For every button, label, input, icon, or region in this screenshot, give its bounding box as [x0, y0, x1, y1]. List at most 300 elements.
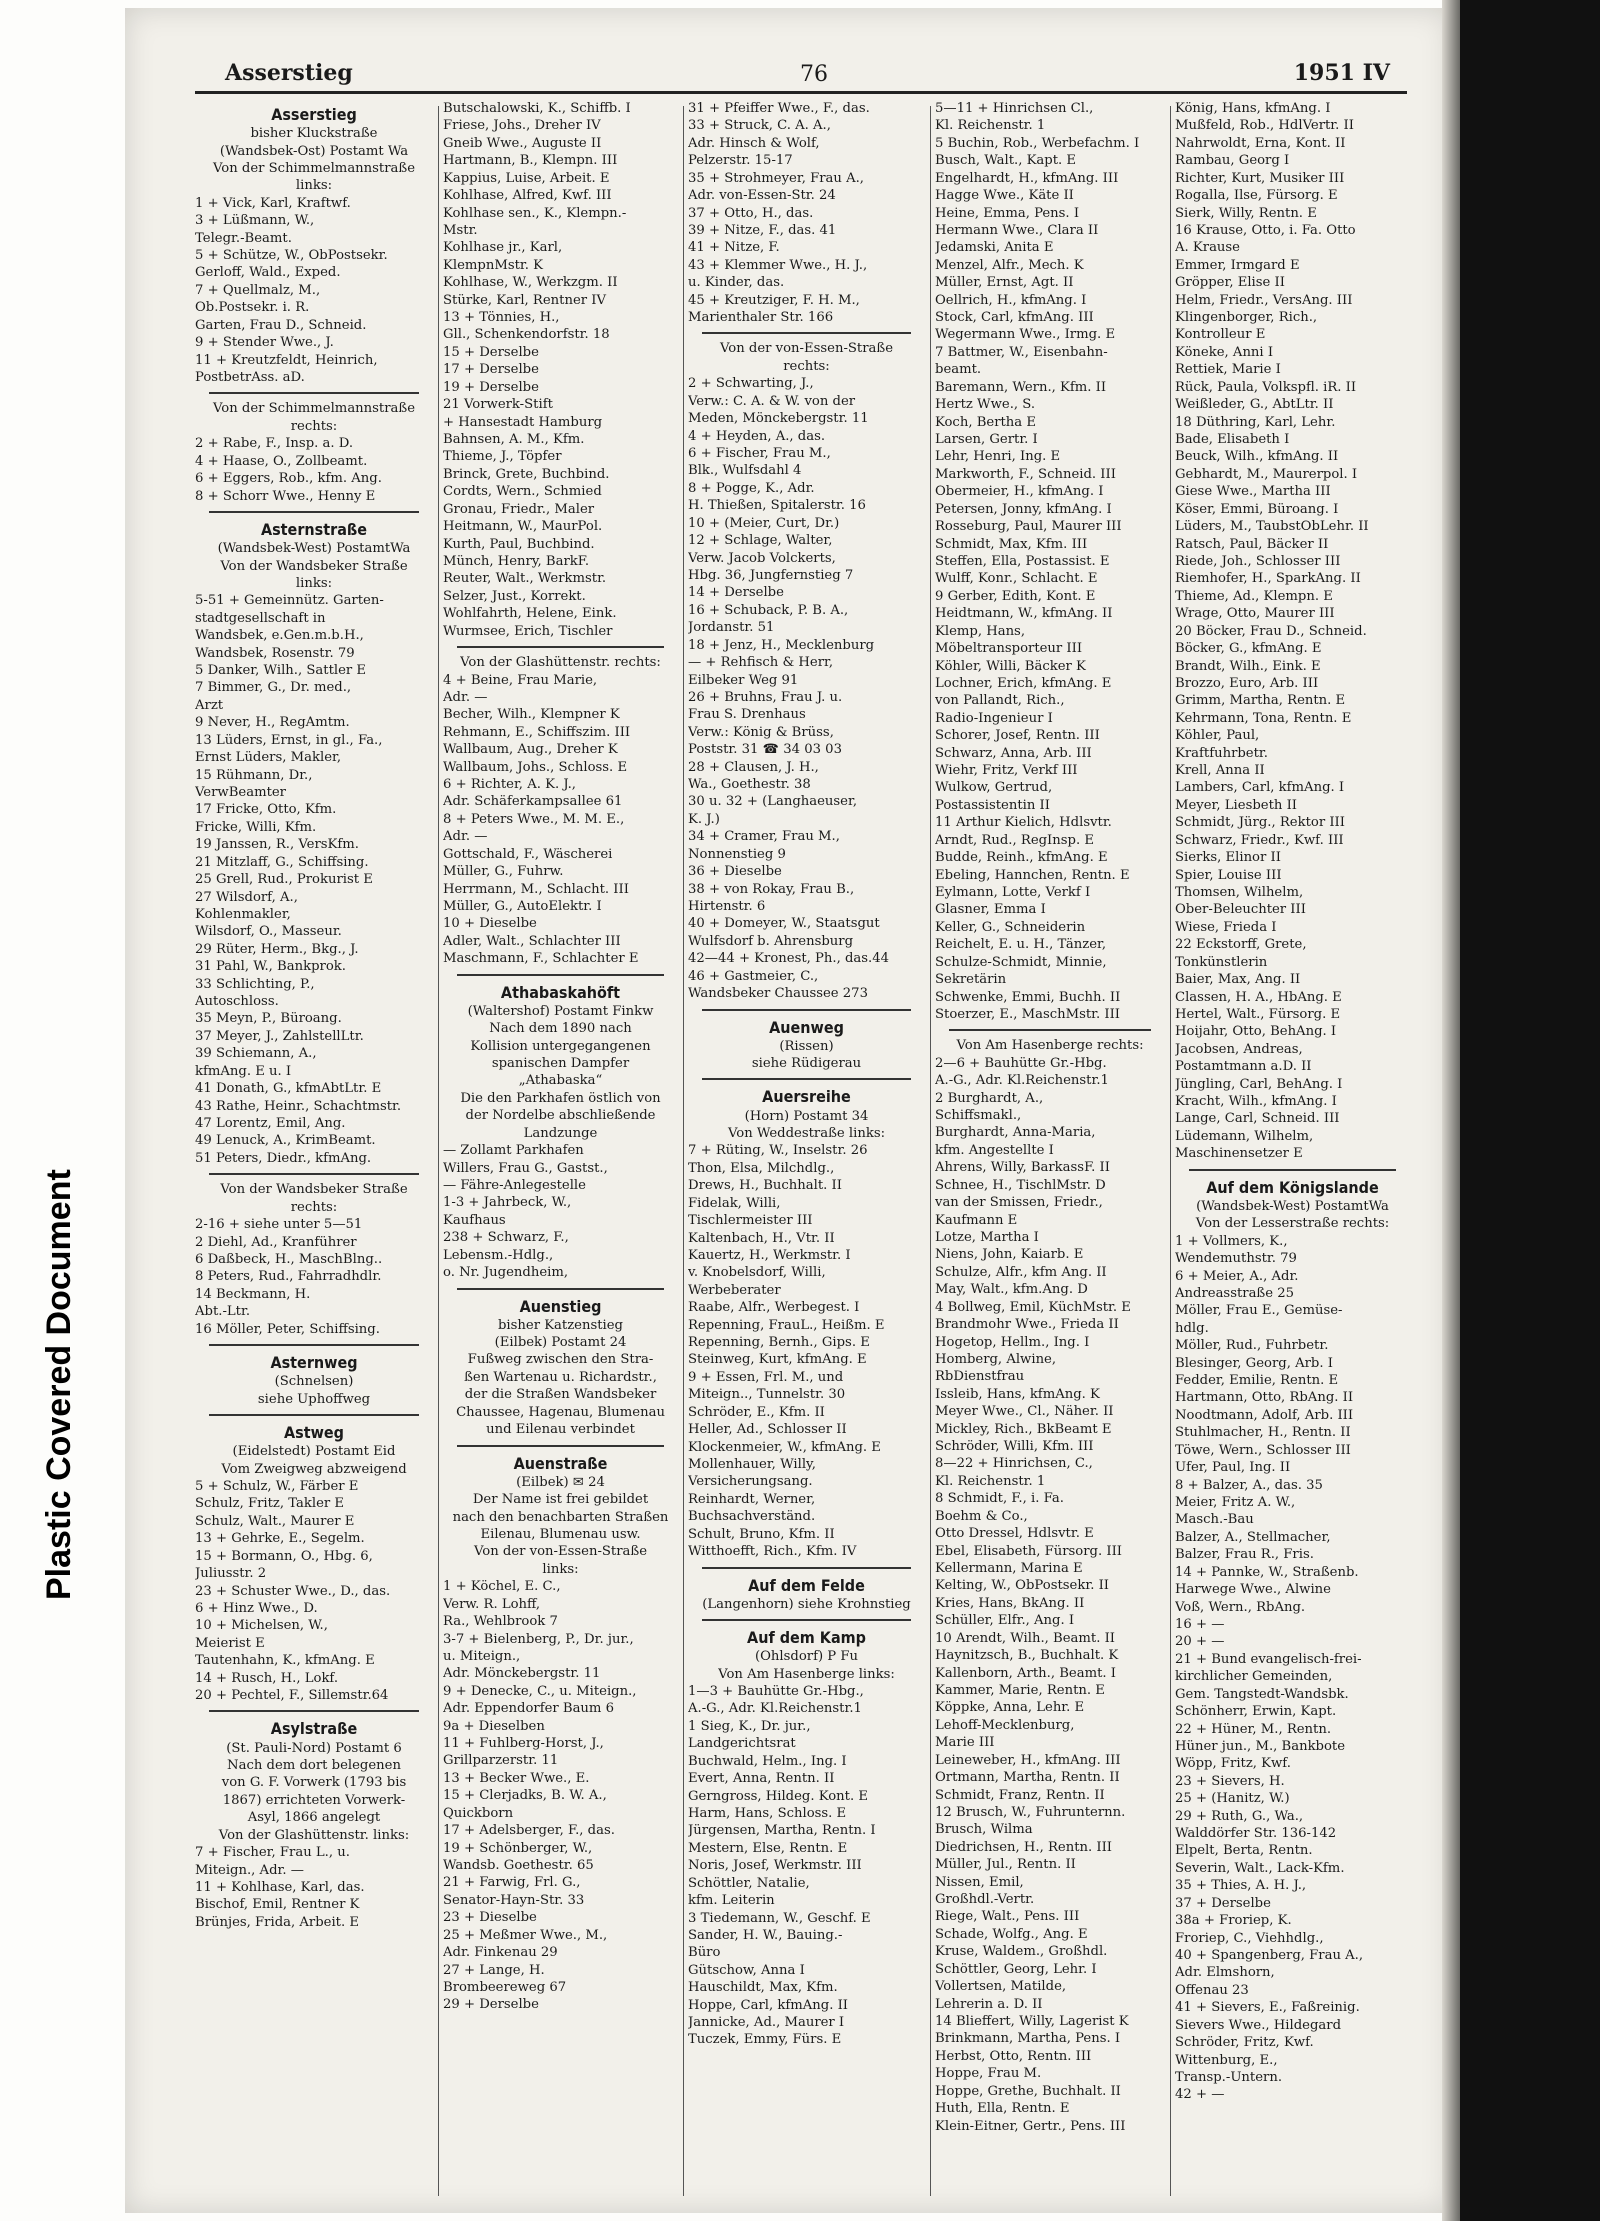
directory-entry: Mstr. — [443, 222, 478, 238]
directory-entry: Tautenhahn, K., kfmAng. E — [195, 1653, 375, 1669]
directory-entry: 23 + Schuster Wwe., D., das. — [195, 1583, 391, 1599]
directory-entry: Hoppe, Frau M. — [935, 2066, 1042, 2082]
directory-entry: 10 + Dieselbe — [443, 916, 537, 932]
directory-entry: 18 Düthring, Karl, Lehr. — [1175, 414, 1336, 430]
directory-entry: Lebensm.-Hdlg., — [443, 1247, 554, 1263]
directory-entry: 1 + Vick, Karl, Kraftwf. — [195, 195, 351, 211]
directory-entry: 47 Lorentz, Emil, Ang. — [195, 1116, 346, 1131]
directory-entry: — Fähre-Anlegestelle — [443, 1178, 586, 1193]
directory-entry: Schulze, Alfr., kfm Ang. II — [935, 1264, 1107, 1280]
directory-entry: Harwege Wwe., Alwine — [1175, 1582, 1331, 1598]
directory-entry: 2 Burghardt, A., — [935, 1090, 1044, 1106]
directory-entry: Bischof, Emil, Rentner K — [195, 1897, 360, 1913]
street-note: der die Straßen Wandsbeker — [464, 1387, 657, 1403]
directory-entry: 49 Lenuck, A., KrimBeamt. — [195, 1133, 376, 1149]
directory-entry: 2 + Schwarting, J., — [688, 376, 814, 392]
directory-entry: Baremann, Wern., Kfm. II — [935, 379, 1107, 395]
street-note: rechts: — [290, 1199, 338, 1215]
street-note: Fußweg zwischen den Stra- — [467, 1352, 654, 1368]
directory-entry: Adr. von-Essen-Str. 24 — [688, 188, 836, 204]
directory-entry: Wulkow, Gertrud, — [935, 780, 1053, 796]
directory-entry: Wendemuthstr. 79 — [1175, 1251, 1297, 1267]
directory-entry: 35 + Thies, A. H. J., — [1175, 1878, 1307, 1894]
street-note: von G. F. Vorwerk (1793 bis — [221, 1775, 407, 1791]
directory-entry: 5—11 + Hinrichsen Cl., — [935, 101, 1094, 116]
directory-entry: 17 + Adelsberger, F., das. — [443, 1823, 615, 1839]
directory-entry: 1—3 + Bauhütte Gr.-Hbg., — [688, 1684, 864, 1700]
directory-entry: 6 + Fischer, Frau M., — [688, 446, 831, 462]
street-note: ßen Wartenau u. Richardstr., — [464, 1369, 657, 1385]
edition-year: 1951 IV — [1293, 60, 1390, 86]
directory-entry: Kraftfuhrbetr. — [1175, 745, 1268, 761]
directory-entry: 18 + Jenz, H., Mecklenburg — [688, 637, 875, 653]
directory-entry: Lüdemann, Wilhelm, — [1175, 1128, 1314, 1144]
directory-entry: 37 + Otto, H., das. — [688, 205, 814, 221]
directory-entry: Miteign., Adr. — — [195, 1862, 304, 1878]
directory-entry: Brombeereweg 67 — [443, 1979, 567, 1995]
directory-entry: Classen, H. A., HbAng. E — [1175, 989, 1342, 1005]
directory-entry: Jürgensen, Martha, Rentn. I — [688, 1823, 876, 1839]
directory-entry: Kl. Reichenstr. 1 — [935, 1473, 1046, 1489]
directory-entry: Masch.-Bau — [1175, 1512, 1254, 1528]
directory-entry: Brinck, Grete, Buchbind. — [443, 466, 610, 482]
directory-entry: 39 + Nitze, F., das. 41 — [688, 222, 837, 238]
directory-entry: Wiehr, Fritz, Verkf III — [935, 763, 1078, 779]
directory-entry: Möbeltransporteur III — [935, 641, 1083, 657]
street-note: (Eilbek) Postamt 24 — [494, 1335, 627, 1351]
directory-entry: Niens, John, Kaiarb. E — [935, 1247, 1084, 1263]
directory-entry: Möller, Rud., Fuhrbetr. — [1175, 1338, 1329, 1354]
directory-entry: Gottschald, F., Wäscherei — [443, 846, 613, 862]
directory-entry: 16 Möller, Peter, Schiffsing. — [195, 1321, 380, 1337]
section-rule — [209, 1710, 418, 1712]
directory-entry: Wöpp, Fritz, Kwf. — [1175, 1756, 1291, 1772]
directory-entry: Kauertz, H., Werkmstr. I — [688, 1247, 851, 1263]
directory-entry: Steinweg, Kurt, kfmAng. E — [688, 1352, 867, 1368]
directory-entry: Froriep, C., Viehhdlg., — [1175, 1930, 1324, 1946]
directory-entry: Busch, Walt., Kapt. E — [935, 153, 1077, 169]
directory-entry: 31 Pahl, W., Bankprok. — [195, 959, 346, 975]
directory-entry: Hartmann, Otto, RbAng. II — [1175, 1390, 1354, 1406]
directory-entry: Andreasstraße 25 — [1175, 1285, 1295, 1301]
directory-entry: Köser, Emmi, Büroang. I — [1175, 501, 1339, 517]
directory-entry: Hbg. 36, Jungfernstieg 7 — [688, 567, 854, 583]
section-rule — [457, 1288, 664, 1290]
column-5 — [1175, 100, 1410, 2200]
directory-entry: Hauschildt, Max, Kfm. — [688, 1980, 838, 1996]
directory-entry: König, Hans, kfmAng. I — [1175, 101, 1331, 116]
directory-entry: Gröpper, Elise II — [1175, 275, 1285, 291]
directory-entry: Helm, Friedr., VersAng. III — [1175, 292, 1353, 308]
directory-entry: Ratsch, Paul, Bäcker II — [1175, 536, 1329, 552]
directory-entry: Balzer, A., Stellmacher, — [1175, 1529, 1331, 1545]
directory-entry: Severin, Walt., Lack-Kfm. — [1175, 1860, 1345, 1876]
directory-entry: Huth, Ella, Rentn. E — [935, 2101, 1070, 2117]
directory-entry: 37 Meyer, J., ZahlstellLtr. — [195, 1028, 364, 1044]
directory-entry: u. Miteign., — [443, 1648, 521, 1664]
directory-entry: Selzer, Just., Korrekt. — [443, 588, 586, 604]
column-1 — [195, 100, 433, 2200]
directory-entry: 23 + Dieselbe — [443, 1910, 537, 1926]
directory-entry: Reuter, Walt., Werkmstr. — [443, 571, 607, 587]
directory-entry: 37 + Derselbe — [1175, 1895, 1271, 1911]
directory-entry: Münch, Henry, BarkF. — [443, 553, 590, 569]
directory-entry: May, Walt., kfm.Ang. D — [935, 1282, 1088, 1298]
directory-entry: Meyer, Liesbeth II — [1175, 797, 1297, 813]
street-note: links: — [295, 178, 333, 194]
directory-entry: Schmidt, Franz, Rentn. II — [935, 1787, 1105, 1803]
directory-entry: Autoschloss. — [195, 994, 279, 1010]
directory-entry: 40 + Spangenberg, Frau A., — [1175, 1947, 1364, 1963]
directory-entry: 3 Tiedemann, W., Geschf. E — [688, 1910, 871, 1926]
directory-entry: 9 Gerber, Edith, Kont. E — [935, 588, 1096, 604]
binding-strip — [1460, 0, 1600, 2221]
directory-entry: Drews, H., Buchhalt. II — [688, 1178, 842, 1194]
directory-entry: Lotze, Martha I — [935, 1230, 1039, 1245]
directory-entry: 7 + Quellmalz, M., — [195, 282, 321, 298]
directory-entry: 3 + Lüßmann, W., — [195, 213, 315, 229]
directory-entry: Heller, Ad., Schlosser II — [688, 1422, 847, 1438]
directory-entry: Wallbaum, Johs., Schloss. E — [443, 759, 628, 775]
directory-entry: 8 + Pogge, K., Adr. — [688, 480, 815, 496]
section-rule — [457, 974, 664, 976]
directory-entry: 6 + Eggers, Rob., kfm. Ang. — [195, 471, 382, 487]
street-heading: Asylstraße — [270, 1719, 358, 1739]
directory-columns — [195, 100, 1410, 2200]
directory-entry: Telegr.-Beamt. — [195, 230, 292, 246]
directory-entry: Werbeberater — [688, 1282, 781, 1298]
directory-entry: Gerloff, Wald., Exped. — [195, 265, 341, 281]
directory-entry: 13 Lüders, Ernst, in gl., Fa., — [195, 732, 383, 748]
directory-entry: Wurmsee, Erich, Tischler — [443, 623, 613, 639]
directory-entry: 14 Blieffert, Willy, Lagerist K — [935, 2013, 1129, 2029]
directory-entry: 4 + Haase, O., Zollbeamt. — [195, 453, 368, 469]
directory-entry: 15 Rühmann, Dr., — [195, 767, 313, 783]
street-heading: Auf dem Felde — [748, 1575, 865, 1595]
directory-entry: Müller, G., AutoElektr. I — [443, 898, 602, 914]
directory-entry: 16 Krause, Otto, i. Fa. Otto — [1175, 222, 1356, 238]
directory-entry: Kruse, Waldem., Großhdl. — [935, 1944, 1108, 1960]
street-note: und Eilenau verbindet — [486, 1422, 635, 1438]
directory-entry: Meierist E — [195, 1635, 265, 1651]
directory-entry: 9 Never, H., RegAmtm. — [195, 715, 350, 731]
directory-entry: Hertel, Walt., Fürsorg. E — [1175, 1006, 1341, 1022]
directory-entry: 5 Buchin, Rob., Werbefachm. I — [935, 135, 1140, 151]
directory-entry: 9a + Dieselben — [443, 1718, 545, 1734]
directory-entry: kfm. Angestellte I — [935, 1142, 1054, 1158]
directory-entry: Senator-Hayn-Str. 33 — [443, 1892, 585, 1908]
street-note: (Eidelstedt) Postamt Eid — [232, 1444, 396, 1460]
directory-entry: Schönherr, Erwin, Kapt. — [1175, 1704, 1337, 1720]
section-rule — [209, 511, 418, 513]
directory-entry: Blesinger, Georg, Arb. I — [1175, 1355, 1333, 1371]
directory-entry: Ra., Wehlbrook 7 — [443, 1614, 558, 1630]
street-heading: Athabaskahöft — [500, 982, 621, 1002]
directory-entry: Mollenhauer, Willy, — [688, 1457, 816, 1473]
directory-entry: 238 + Schwarz, F., — [443, 1230, 569, 1246]
directory-entry: Verw. Jacob Volckerts, — [688, 550, 836, 566]
street-note: (St. Pauli-Nord) Postamt 6 — [226, 1740, 402, 1756]
directory-entry: 8 + Peters Wwe., M. M. E., — [443, 811, 625, 827]
directory-entry: Tuczek, Emmy, Fürs. E — [688, 2032, 842, 2048]
directory-entry: Lehrerin a. D. II — [935, 1996, 1043, 2012]
directory-entry: PostbetrAss. aD. — [195, 370, 305, 386]
directory-entry: Meier, Fritz A. W., — [1175, 1495, 1296, 1511]
street-note: 1867) errichteten Vorwerk- — [222, 1792, 406, 1808]
street-note: rechts: — [290, 418, 338, 434]
directory-entry: Böcker, G., kfmAng. E — [1175, 641, 1322, 657]
directory-entry: 20 Böcker, Frau D., Schneid. — [1175, 623, 1367, 639]
directory-entry: Töwe, Wern., Schlosser III — [1175, 1442, 1351, 1458]
directory-entry: 11 Arthur Kielich, Hdlsvtr. — [935, 815, 1112, 831]
directory-entry: Adr. Schäferkampsallee 61 — [443, 794, 623, 810]
directory-entry: Hogetop, Hellm., Ing. I — [935, 1334, 1090, 1350]
directory-entry: Schröder, Fritz, Kwf. — [1175, 2035, 1314, 2051]
directory-entry: Schulz, Walt., Maurer E — [195, 1513, 355, 1529]
directory-entry: Adr. Eppendorfer Baum 6 — [443, 1701, 615, 1717]
directory-entry: Kries, Hans, BkAng. II — [935, 1595, 1085, 1611]
directory-entry: Hoijahr, Otto, BehAng. I — [1175, 1024, 1337, 1040]
directory-entry: Köhler, Willi, Bäcker K — [935, 658, 1086, 674]
directory-entry: 13 + Gehrke, E., Segelm. — [195, 1531, 365, 1547]
directory-entry: Markworth, F., Schneid. III — [935, 466, 1116, 482]
section-rule — [702, 1078, 911, 1080]
street-note: Chaussee, Hagenau, Blumenau — [456, 1404, 665, 1420]
directory-entry: Obermeier, H., kfmAng. I — [935, 484, 1104, 500]
directory-entry: Mußfeld, Rob., HdlVertr. II — [1175, 118, 1354, 134]
directory-entry: 6 + Richter, A. K. J., — [443, 777, 576, 793]
section-rule — [209, 1344, 418, 1346]
directory-entry: 2-16 + siehe unter 5—51 — [195, 1217, 363, 1233]
street-note: Nach dem dort belegenen — [227, 1757, 401, 1773]
directory-entry: Schade, Wolfg., Ang. E — [935, 1926, 1088, 1942]
directory-entry: Schulze-Schmidt, Minnie, — [935, 954, 1107, 970]
directory-entry: 19 Janssen, R., VersKfm. — [195, 837, 359, 853]
street-note: Nach dem 1890 nach — [489, 1021, 632, 1037]
directory-entry: 8 Schmidt, F., i. Fa. — [935, 1491, 1064, 1507]
directory-entry: Arzt — [195, 697, 224, 713]
directory-entry: stadtgesellschaft in — [195, 610, 326, 626]
street-note: links: — [295, 575, 333, 591]
directory-entry: Kontrolleur E — [1175, 327, 1266, 343]
directory-entry: Engelhardt, H., kfmAng. III — [935, 170, 1119, 186]
column-divider — [438, 106, 439, 2196]
directory-entry: Richter, Kurt, Musiker III — [1175, 170, 1345, 186]
directory-entry: beamt. — [935, 362, 982, 378]
directory-entry: Gronau, Friedr., Maler — [443, 501, 595, 517]
directory-entry: A. Krause — [1175, 240, 1240, 256]
directory-entry: Schwenke, Emmi, Buchh. II — [935, 989, 1121, 1005]
directory-entry: Glasner, Emma I — [935, 902, 1046, 918]
directory-entry: 4 Bollweg, Emil, KüchMstr. E — [935, 1299, 1131, 1315]
street-note: Von Weddestraße links: — [727, 1126, 886, 1141]
street-heading: Auenstraße — [513, 1453, 608, 1473]
directory-entry: KlempnMstr. K — [443, 257, 543, 273]
directory-entry: Meyer Wwe., Cl., Näher. II — [935, 1404, 1114, 1420]
directory-entry: 8—22 + Hinrichsen, C., — [935, 1456, 1093, 1472]
directory-entry: 41 Donath, G., kfmAbtLtr. E — [195, 1081, 382, 1097]
directory-entry: 10 + (Meier, Curt, Dr.) — [688, 515, 840, 531]
street-note: rechts: — [783, 358, 830, 374]
street-note: bisher Katzenstieg — [497, 1317, 623, 1333]
directory-entry: Landgerichtsrat — [688, 1736, 796, 1752]
section-rule — [702, 332, 911, 334]
directory-entry: 13 + Becker Wwe., E. — [443, 1770, 590, 1786]
street-heading: Auenweg — [769, 1017, 844, 1037]
directory-entry: Baier, Max, Ang. II — [1175, 972, 1301, 988]
directory-entry: 20 + Pechtel, F., Sillemstr.64 — [195, 1688, 389, 1704]
directory-entry: Repenning, FrauL., Heißm. E — [688, 1317, 885, 1333]
directory-entry: Menzel, Alfr., Mech. K — [935, 257, 1084, 273]
street-note: Von der Wandsbeker Straße — [220, 1182, 408, 1198]
directory-entry: Ob.Postsekr. i. R. — [195, 300, 310, 316]
street-note: (Schnelsen) — [274, 1374, 354, 1390]
section-rule — [457, 646, 664, 648]
street-note: spanischen Dampfer — [491, 1056, 630, 1072]
directory-entry: Brünjes, Frida, Arbeit. E — [195, 1914, 359, 1930]
directory-entry: Bade, Elisabeth I — [1175, 432, 1290, 448]
directory-entry: Schorer, Josef, Rentn. III — [935, 728, 1100, 744]
directory-entry: 2 + Rabe, F., Insp. a. D. — [195, 436, 354, 452]
directory-entry: Kohlhase sen., K., Klempn.- — [443, 205, 627, 221]
directory-entry: Klemp, Hans, — [935, 623, 1026, 639]
directory-entry: 4 + Beine, Frau Marie, — [443, 672, 598, 688]
directory-entry: 4 + Heyden, A., das. — [688, 428, 826, 444]
street-note: Kollision untergegangenen — [470, 1038, 651, 1054]
directory-entry: 45 + Kreutziger, F. H. M., — [688, 292, 860, 308]
directory-entry: Thieme, J., Töpfer — [443, 449, 562, 465]
directory-entry: Postamtmann a.D. II — [1175, 1059, 1312, 1075]
directory-entry: 1-3 + Jahrbeck, W., — [443, 1195, 572, 1211]
directory-entry: 8 Peters, Rud., Fahrradhdlr. — [195, 1269, 382, 1285]
directory-entry: Leineweber, H., kfmAng. III — [935, 1752, 1121, 1768]
directory-entry: Kracht, Wilh., kfmAng. I — [1175, 1094, 1337, 1110]
directory-entry: 8 + Balzer, A., das. 35 — [1175, 1477, 1323, 1493]
directory-entry: Ortmann, Martha, Rentn. II — [935, 1770, 1120, 1786]
directory-entry: Kohlhase jr., Karl, — [443, 240, 563, 256]
directory-entry: Oellrich, H., kfmAng. I — [935, 292, 1087, 308]
street-note: Von Am Hasenberge links: — [718, 1666, 895, 1682]
directory-entry: Witthoefft, Rich., Kfm. IV — [688, 1544, 857, 1560]
directory-entry: Müller, Jul., Rentn. II — [935, 1857, 1076, 1873]
directory-entry: Adr. — — [443, 829, 488, 845]
directory-entry: Lehr, Henri, Ing. E — [935, 449, 1061, 465]
directory-entry: Schulz, Fritz, Takler E — [195, 1496, 345, 1512]
street-note: (Wandsbek-Ost) Postamt Wa — [219, 143, 409, 159]
directory-entry: 27 Wilsdorf, A., — [195, 889, 298, 905]
directory-entry: Marienthaler Str. 166 — [688, 310, 834, 326]
directory-entry: A.-G., Adr. Kl.Reichenstr.1 — [935, 1073, 1109, 1089]
section-rule — [702, 1619, 911, 1621]
directory-entry: Adr. Finkenau 29 — [443, 1945, 558, 1961]
running-street-name: Asserstieg — [225, 60, 353, 86]
directory-entry: 1 + Vollmers, K., — [1175, 1233, 1288, 1249]
directory-entry: Poststr. 31 ☎ 34 03 03 — [688, 742, 842, 758]
directory-entry: Lambers, Carl, kfmAng. I — [1175, 780, 1345, 796]
directory-entry: Lochner, Erich, kfmAng. E — [935, 675, 1112, 691]
directory-entry: 27 + Lange, H. — [443, 1962, 545, 1978]
directory-entry: Gütschow, Anna I — [688, 1962, 805, 1978]
directory-entry: Jordanstr. 51 — [688, 620, 775, 636]
directory-entry: Larsen, Gertr. I — [935, 432, 1038, 448]
directory-entry: Burghardt, Anna-Maria, — [935, 1125, 1096, 1141]
directory-entry: Klockenmeier, W., kfmAng. E — [688, 1439, 881, 1455]
directory-entry: Quickborn — [443, 1805, 514, 1821]
directory-entry: 33 + Struck, C. A. A., — [688, 118, 831, 134]
directory-entry: Versicherungsang. — [688, 1474, 813, 1490]
street-note: Von der Schimmelmannstraße — [212, 160, 416, 176]
directory-entry: 23 + Sievers, H. — [1175, 1773, 1285, 1789]
directory-entry: Wrage, Otto, Maurer III — [1175, 606, 1335, 622]
directory-entry: Emmer, Irmgard E — [1175, 257, 1300, 273]
directory-entry: 19 + Schönberger, W., — [443, 1840, 593, 1856]
street-note: Von der Glashüttenstr. links: — [218, 1827, 410, 1843]
street-note: Von der von-Essen-Straße — [719, 341, 894, 357]
directory-entry: Lüders, M., TaubstObLehr. II — [1175, 519, 1369, 535]
directory-entry: 40 + Domeyer, W., Staatsgut — [688, 916, 880, 932]
directory-entry: Schöttler, Natalie, — [688, 1875, 810, 1891]
directory-entry: Gebhardt, M., Maurerpol. I — [1175, 466, 1358, 482]
directory-entry: 14 + Pannke, W., Straßenb. — [1175, 1564, 1359, 1580]
directory-entry: Nonnenstieg 9 — [688, 846, 786, 862]
section-rule — [949, 1029, 1151, 1031]
directory-entry: Stuhlmacher, H., Rentn. II — [1175, 1425, 1351, 1441]
directory-entry: 43 + Klemmer Wwe., H. J., — [688, 257, 868, 273]
column-divider — [1170, 106, 1171, 2196]
directory-entry: 20 + — — [1175, 1634, 1225, 1650]
directory-entry: kfmAng. E u. I — [195, 1063, 292, 1079]
directory-entry: Schüller, Elfr., Ang. I — [935, 1613, 1075, 1629]
directory-entry: Thon, Elsa, Milchdlg., — [688, 1160, 835, 1176]
directory-entry: Schwarz, Friedr., Kwf. III — [1175, 832, 1344, 848]
directory-entry: Brinkmann, Martha, Pens. I — [935, 2031, 1121, 2047]
directory-entry: Weißleder, G., AbtLtr. II — [1175, 397, 1334, 413]
directory-entry: Jannicke, Ad., Maurer I — [688, 2015, 845, 2031]
directory-entry: 10 + Michelsen, W., — [195, 1618, 328, 1634]
directory-entry: Elpelt, Berta, Rentn. — [1175, 1843, 1313, 1859]
directory-entry: 36 + Dieselbe — [688, 864, 782, 880]
directory-entry: 25 + Meßmer Wwe., M., — [443, 1927, 608, 1943]
directory-entry: H. Thießen, Spitalerstr. 16 — [688, 498, 866, 514]
directory-entry: Budde, Reinh., kfmAng. E — [935, 850, 1108, 866]
street-note: siehe Uphoffweg — [257, 1391, 371, 1407]
directory-entry: kirchlicher Gemeinden, — [1175, 1669, 1333, 1685]
directory-entry: Abt.-Ltr. — [195, 1304, 251, 1320]
directory-entry: Kohlhase, W., Werkzgm. II — [443, 275, 618, 291]
directory-entry: Hermann Wwe., Clara II — [935, 222, 1099, 238]
directory-entry: 14 + Rusch, H., Lokf. — [195, 1670, 339, 1686]
directory-entry: 43 Rathe, Heinr., Schachtmstr. — [195, 1098, 402, 1114]
directory-entry: Postassistentin II — [935, 797, 1050, 813]
directory-entry: — Zollamt Parkhafen — [443, 1143, 584, 1159]
directory-entry: Riege, Walt., Pens. III — [935, 1909, 1080, 1925]
directory-entry: Rück, Paula, Volkspfl. iR. II — [1175, 379, 1357, 395]
directory-entry: Adr. Elmshorn, — [1175, 1965, 1275, 1981]
directory-entry: 8 + Schorr Wwe., Henny E — [195, 488, 376, 504]
directory-entry: 9 + Denecke, C., u. Miteign., — [443, 1683, 637, 1699]
directory-entry: Adr. Mönckebergstr. 11 — [443, 1666, 601, 1682]
directory-entry: Wandsb. Goethestr. 65 — [443, 1857, 594, 1873]
directory-entry: Grillparzerstr. 11 — [443, 1753, 559, 1769]
directory-entry: Radio-Ingenieur I — [935, 710, 1053, 726]
directory-entry: Sierk, Willy, Rentn. E — [1175, 205, 1317, 221]
street-note: bisher Kluckstraße — [250, 126, 378, 142]
column-divider — [683, 106, 684, 2196]
directory-entry: 21 + Bund evangelisch-frei- — [1175, 1651, 1362, 1667]
directory-entry: Ernst Lüders, Makler, — [195, 750, 342, 766]
directory-entry: Marie III — [935, 1735, 995, 1751]
directory-entry: Verw.: König & Brüss, — [688, 724, 834, 740]
